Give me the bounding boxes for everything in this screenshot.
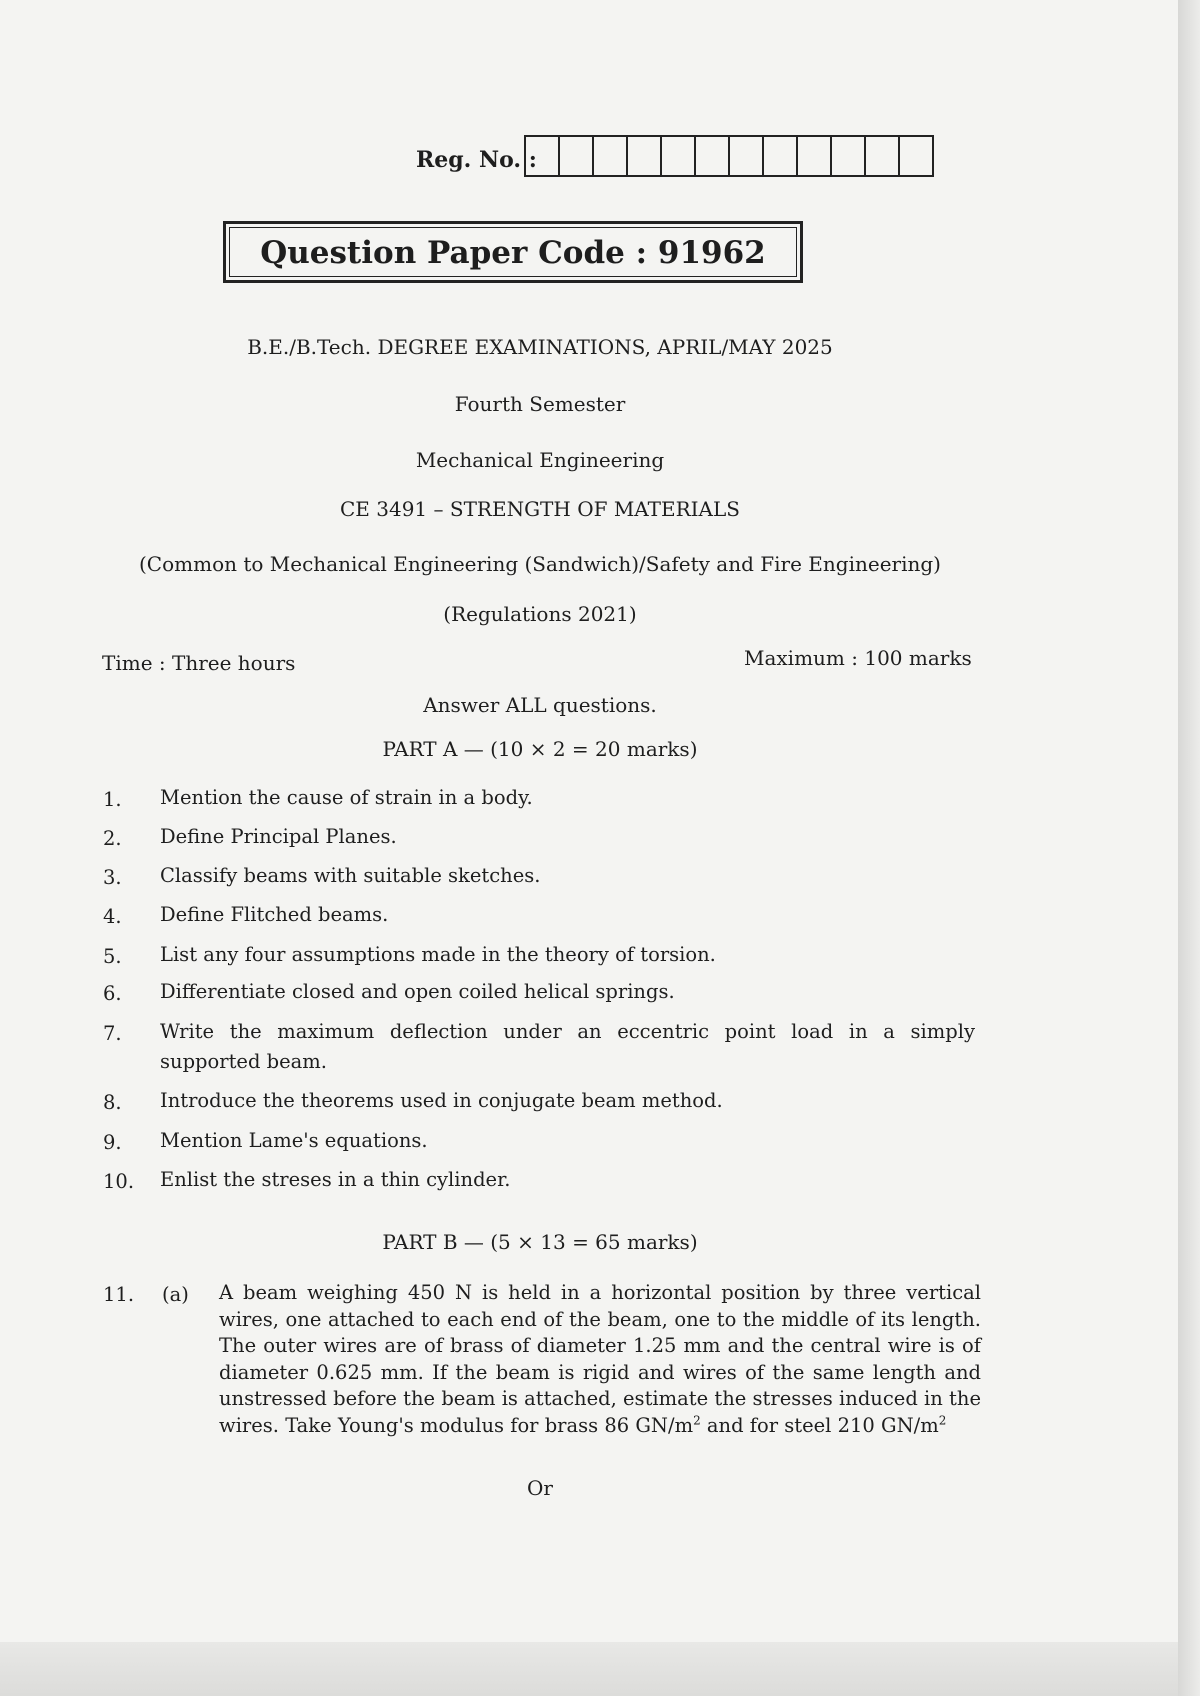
question-number: 1. [103,788,122,811]
exam-title: B.E./B.Tech. DEGREE EXAMINATIONS, APRIL/MAY 2025 [247,335,833,359]
question-text: Define Flitched beams. [160,903,389,926]
question-11a-text [219,1280,981,1439]
reg-no-box[interactable] [594,137,628,175]
reg-no-box[interactable] [832,137,866,175]
part-a-heading: PART A — (10 × 2 = 20 marks) [382,737,698,761]
question-text: Write the maximum deflection under an eccentric point load in a simply supported beam. [160,1020,975,1073]
question-text: Enlist the streses in a thin cylinder. [160,1168,511,1191]
question-11a-body: A beam weighing 450 N is held in a horizontal position by three vertical wires, one attached to each end of the beam, one to the middle of its length. The outer wires are of brass of diameter 1.25 mm and the central wire is of diameter 0.625 mm. If the beam is rigid and wires of the same length and unstressed before the beam is attached, estimate the stresses induced in the wires. Take Young's modulus for brass 86 GN/m [219,1281,981,1437]
part-b-heading: PART B — (5 × 13 = 65 marks) [382,1230,698,1254]
reg-no-box[interactable] [628,137,662,175]
question-text: Define Principal Planes. [160,825,397,848]
question-number: 11. [103,1283,135,1306]
question-number: 3. [103,866,122,889]
reg-no-boxes[interactable] [524,135,934,177]
question-number: 6. [103,982,122,1005]
sub-question-label: (a) [162,1283,189,1306]
superscript: 2 [693,1413,701,1427]
question-11a-tail: and for steel 210 GN/m [700,1413,939,1437]
max-marks-label: Maximum : 100 marks [744,646,972,670]
paper-code-box [223,221,803,283]
reg-no-box[interactable] [730,137,764,175]
reg-no-box[interactable] [764,137,798,175]
reg-no-box[interactable] [798,137,832,175]
reg-no-box[interactable] [900,137,934,175]
question-number: 4. [103,905,122,928]
common-to: (Common to Mechanical Engineering (Sandwich)/Safety and Fire Engineering) [139,552,941,576]
reg-no-box[interactable] [560,137,594,175]
superscript: 2 [938,1413,947,1427]
time-label: Time : Three hours [102,651,296,675]
paper-code: Question Paper Code : 91962 [229,227,797,277]
question-text: Introduce the theorems used in conjugate beam method. [160,1089,723,1112]
reg-no-box[interactable] [866,137,900,175]
question-number: 10. [103,1170,135,1193]
or-separator: Or [527,1476,553,1500]
reg-no-box[interactable] [696,137,730,175]
question-number: 5. [103,945,122,968]
question-text: Mention Lame's equations. [160,1129,428,1152]
reg-no-box[interactable] [662,137,696,175]
reg-no-label: Reg. No. : [416,147,537,173]
course-title: CE 3491 – STRENGTH OF MATERIALS [340,497,740,521]
scan-bottom-edge [0,1642,1200,1696]
question-text: List any four assumptions made in the theory of torsion. [160,943,716,966]
question-number: 7. [103,1022,122,1045]
semester: Fourth Semester [454,392,626,416]
question-number: 9. [103,1131,122,1154]
question-text: Classify beams with suitable sketches. [160,864,541,887]
question-number: 8. [103,1091,122,1114]
regulations: (Regulations 2021) [443,602,637,626]
reg-no-box[interactable] [526,137,560,175]
question-text: Mention the cause of strain in a body. [160,786,533,809]
question-number: 2. [103,827,122,850]
department: Mechanical Engineering [415,448,665,472]
instruction: Answer ALL questions. [423,693,657,717]
question-text: Differentiate closed and open coiled helical springs. [160,980,675,1003]
